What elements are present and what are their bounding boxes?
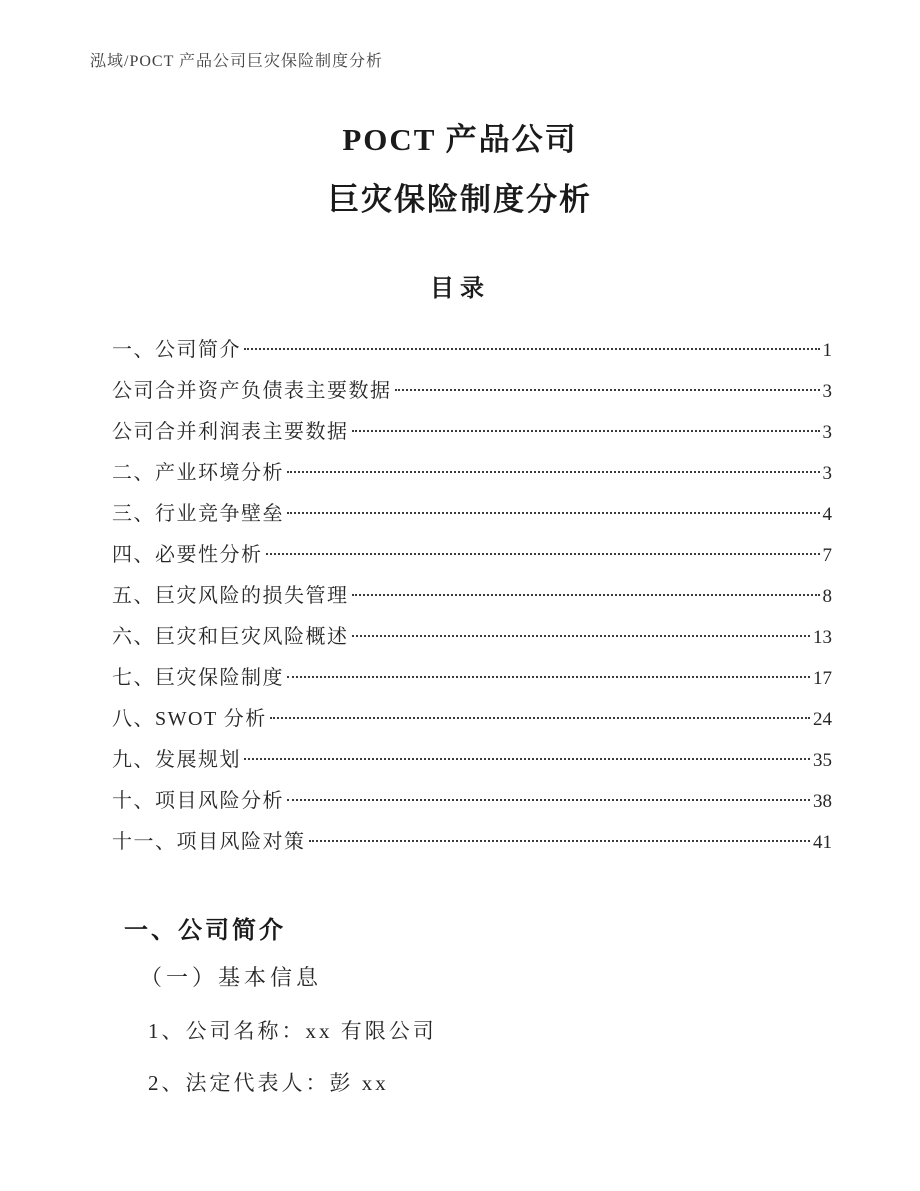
toc-dot-leader [395, 389, 820, 391]
toc-entry-label: 三、行业竞争壁垒 [112, 503, 284, 525]
toc-entry [112, 330, 832, 371]
toc-entry [112, 822, 832, 863]
toc-entry-page: 1 [822, 340, 832, 361]
toc-dot-leader [244, 758, 810, 760]
toc-entry [112, 494, 832, 535]
toc-entry [112, 658, 832, 699]
toc-entry [112, 740, 832, 781]
toc-entry-page: 4 [822, 504, 832, 525]
toc-entry-page: 17 [813, 668, 832, 689]
toc-entry-page: 8 [822, 586, 832, 607]
toc-list [112, 330, 832, 863]
toc-dot-leader [287, 799, 810, 801]
body-line-company-name: 1、公司名称：xx 有限公司 [148, 1019, 437, 1043]
subsection-heading: （一）基本信息 [140, 965, 323, 990]
toc-entry-label: 四、必要性分析 [112, 544, 263, 566]
toc-dot-leader [287, 471, 820, 473]
toc-entry-page: 24 [813, 709, 832, 730]
toc-entry-label: 九、发展规划 [112, 749, 241, 771]
toc-entry-page: 41 [813, 832, 832, 853]
toc-entry [112, 453, 832, 494]
document-header: 泓域/POCT 产品公司巨灾保险制度分析 [90, 53, 384, 70]
toc-entry [112, 371, 832, 412]
toc-entry-label: 十一、项目风险对策 [112, 831, 306, 853]
toc-entry [112, 576, 832, 617]
toc-entry-page: 38 [813, 791, 832, 812]
document-title-line2: 巨灾保险制度分析 [328, 182, 592, 217]
toc-entry-label: 五、巨灾风险的损失管理 [112, 585, 349, 607]
toc-entry-label: 十、项目风险分析 [112, 790, 284, 812]
toc-dot-leader [352, 594, 820, 596]
toc-entry-label: 八、SWOT 分析 [112, 708, 267, 730]
toc-entry-label: 公司合并利润表主要数据 [112, 421, 349, 443]
toc-entry-page: 7 [822, 545, 832, 566]
toc-entry-label: 公司合并资产负债表主要数据 [112, 380, 392, 402]
toc-entry-label: 一、公司简介 [112, 339, 241, 361]
toc-dot-leader [352, 635, 811, 637]
toc-entry-page: 3 [822, 381, 832, 402]
toc-entry-label: 七、巨灾保险制度 [112, 667, 284, 689]
toc-entry [112, 412, 832, 453]
toc-entry-label: 六、巨灾和巨灾风险概述 [112, 626, 349, 648]
toc-entry [112, 617, 832, 658]
toc-dot-leader [287, 512, 820, 514]
toc-dot-leader [309, 840, 811, 842]
toc-entry-page: 13 [813, 627, 832, 648]
document-title-line1: POCT 产品公司 [342, 122, 578, 157]
toc-dot-leader [244, 348, 820, 350]
section-heading: 一、公司简介 [124, 918, 286, 944]
toc-dot-leader [352, 430, 820, 432]
toc-dot-leader [287, 676, 810, 678]
toc-entry [112, 781, 832, 822]
toc-entry-page: 3 [822, 463, 832, 484]
toc-entry-page: 3 [822, 422, 832, 443]
toc-entry-label: 二、产业环境分析 [112, 462, 284, 484]
toc-entry [112, 535, 832, 576]
toc-entry-page: 35 [813, 750, 832, 771]
toc-dot-leader [270, 717, 810, 719]
toc-heading: 目录 [430, 276, 490, 302]
body-line-legal-representative: 2、法定代表人：彭 xx [148, 1071, 389, 1095]
toc-dot-leader [266, 553, 820, 555]
toc-entry [112, 699, 832, 740]
